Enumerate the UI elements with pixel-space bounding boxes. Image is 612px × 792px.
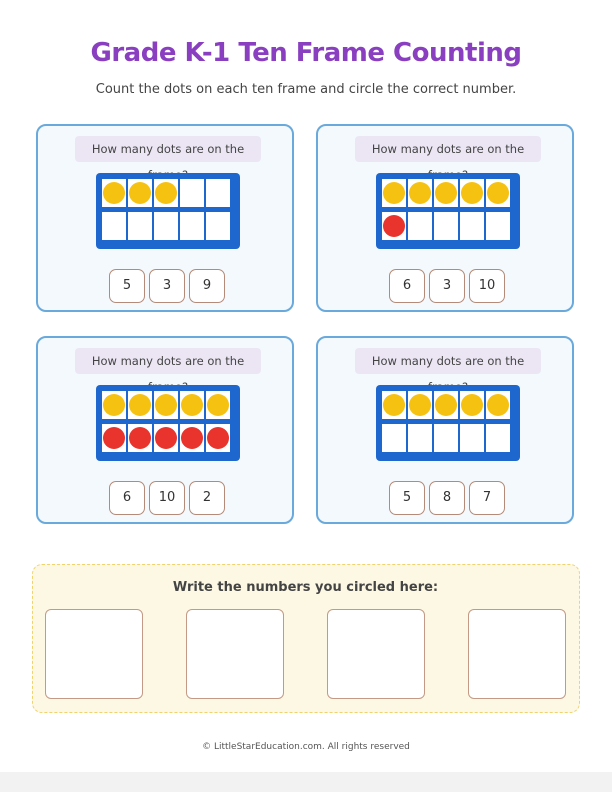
ten-frame-cell <box>102 212 126 240</box>
yellow-dot <box>155 182 177 204</box>
answer-choice[interactable]: 10 <box>469 269 505 303</box>
ten-frame-cell <box>486 212 510 240</box>
yellow-dot <box>181 394 203 416</box>
ten-frame-cell <box>180 391 204 419</box>
ten-frame-cell <box>434 391 458 419</box>
ten-frame <box>376 173 520 249</box>
page-bottom-bar <box>0 772 612 792</box>
ten-frame-cell <box>102 179 126 207</box>
yellow-dot <box>155 394 177 416</box>
ten-frame <box>96 173 240 249</box>
question-label: How many dots are on the <box>75 136 261 162</box>
ten-frame-cell <box>128 424 152 452</box>
ten-frame-cell <box>460 424 484 452</box>
yellow-dot <box>461 394 483 416</box>
ten-frame-cell <box>102 391 126 419</box>
answer-section-label: Write the numbers you circled here: <box>172 580 439 595</box>
yellow-dot <box>435 182 457 204</box>
ten-frame <box>96 385 240 461</box>
ten-frame-card <box>36 336 294 524</box>
red-dot <box>103 427 125 449</box>
question-label: How many dots are on the <box>75 348 261 374</box>
question-label: How many dots are on the <box>355 348 541 374</box>
yellow-dot <box>409 182 431 204</box>
ten-frame-cell <box>128 212 152 240</box>
answer-choice[interactable]: 7 <box>469 481 505 515</box>
red-dot <box>207 427 229 449</box>
ten-frame-cell <box>206 424 230 452</box>
ten-frame-cell <box>154 391 178 419</box>
yellow-dot <box>103 394 125 416</box>
answer-box[interactable] <box>468 609 566 699</box>
ten-frame-card <box>316 124 574 312</box>
answer-choice[interactable]: 8 <box>429 481 465 515</box>
ten-frame-card <box>316 336 574 524</box>
yellow-dot <box>409 394 431 416</box>
ten-frame-cell <box>408 424 432 452</box>
question-label: How many dots are on the <box>355 136 541 162</box>
answer-choice[interactable]: 5 <box>389 481 425 515</box>
ten-frame-cell <box>434 212 458 240</box>
yellow-dot <box>129 182 151 204</box>
red-dot <box>155 427 177 449</box>
ten-frame-cell <box>382 391 406 419</box>
ten-frame-cell <box>102 424 126 452</box>
answer-choice[interactable]: 2 <box>189 481 225 515</box>
yellow-dot <box>383 394 405 416</box>
answer-choice[interactable]: 6 <box>389 269 425 303</box>
ten-frame-cell <box>408 179 432 207</box>
yellow-dot <box>383 182 405 204</box>
answer-choice[interactable]: 9 <box>189 269 225 303</box>
ten-frame-cell <box>486 391 510 419</box>
ten-frame-cell <box>460 179 484 207</box>
answer-box[interactable] <box>45 609 143 699</box>
ten-frame-cell <box>154 424 178 452</box>
answer-box[interactable] <box>186 609 284 699</box>
ten-frame-cell <box>154 212 178 240</box>
yellow-dot <box>461 182 483 204</box>
ten-frame-cell <box>382 179 406 207</box>
ten-frame-cell <box>434 424 458 452</box>
answer-choice[interactable]: 5 <box>109 269 145 303</box>
answer-choice[interactable]: 3 <box>149 269 185 303</box>
yellow-dot <box>487 182 509 204</box>
red-dot <box>383 215 405 237</box>
answer-choice[interactable]: 10 <box>149 481 185 515</box>
copyright-footer: © LittleStarEducation.com. All rights reserved <box>202 742 410 752</box>
ten-frame-cell <box>408 212 432 240</box>
yellow-dot <box>207 394 229 416</box>
ten-frame-cell <box>486 424 510 452</box>
ten-frame-cell <box>206 391 230 419</box>
yellow-dot <box>435 394 457 416</box>
ten-frame-cell <box>180 212 204 240</box>
yellow-dot <box>103 182 125 204</box>
ten-frame <box>376 385 520 461</box>
page-instructions: Count the dots on each ten frame and circle the correct number. <box>95 82 517 97</box>
answer-box[interactable] <box>327 609 425 699</box>
ten-frame-cell <box>460 391 484 419</box>
answer-section <box>32 564 580 713</box>
ten-frame-cell <box>408 391 432 419</box>
ten-frame-cell <box>180 179 204 207</box>
ten-frame-cell <box>460 212 484 240</box>
ten-frame-cell <box>128 179 152 207</box>
ten-frame-cell <box>382 424 406 452</box>
answer-choice[interactable]: 6 <box>109 481 145 515</box>
ten-frame-cell <box>154 179 178 207</box>
ten-frame-cell <box>180 424 204 452</box>
ten-frame-cell <box>128 391 152 419</box>
ten-frame-card <box>36 124 294 312</box>
answer-choice[interactable]: 3 <box>429 269 465 303</box>
yellow-dot <box>487 394 509 416</box>
red-dot <box>181 427 203 449</box>
ten-frame-cell <box>382 212 406 240</box>
ten-frame-cell <box>206 179 230 207</box>
ten-frame-cell <box>486 179 510 207</box>
page-title: Grade K-1 Ten Frame Counting <box>90 38 522 68</box>
red-dot <box>129 427 151 449</box>
yellow-dot <box>129 394 151 416</box>
ten-frame-cell <box>206 212 230 240</box>
ten-frame-cell <box>434 179 458 207</box>
